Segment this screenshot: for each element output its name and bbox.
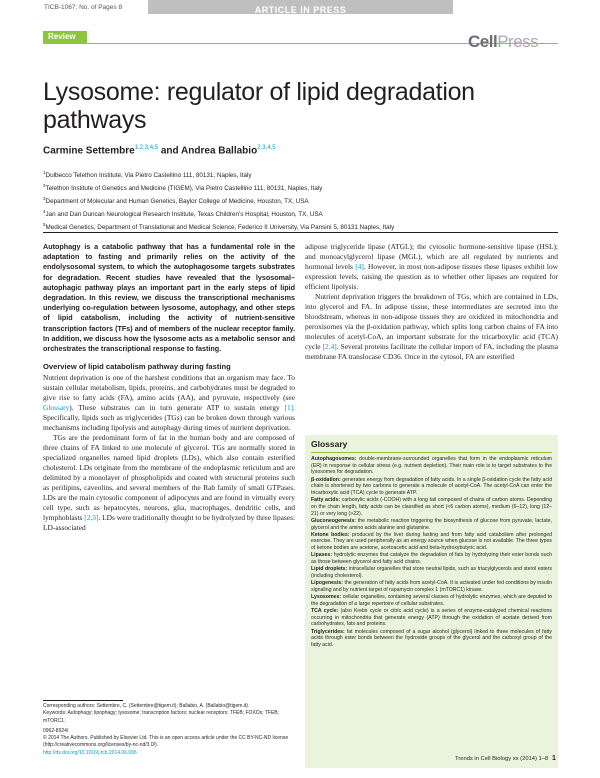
glossary-entry: Triglycerides: fat molecules composed of a sugar alcohol (glycerol) linked to three molecules of fatty acids through ester bonds between the hydroxide groups of the glycerol and the carboxyl group of the fatty acid. — [311, 628, 552, 648]
affiliation: $^1$Dulbecco Telethon Institute, Via Pietro Castellino 111, 80131, Naples, Italy — [43, 170, 252, 180]
section-heading: Overview of lipid catabolism pathway during fasting — [43, 362, 231, 372]
glossary-entry: TCA cycle: (also Krebs cycle or citric acid cycle) is a series of enzyme-catalyzed chemical reactions occurring in mitochondria that generate energy (ATP) through the oxidation of acetate derived from carbohydrates, fats and proteins. — [311, 607, 552, 628]
body-paragraph: adipose triglyceride lipase (ATGL); the cytosolic hormone-sensitive lipase (HSL); and monoacylglycerol lipase (MGL), which are all regulated by nutrients and hormonal levels [4]. However, in most non-adipose tissues these lipases exhibit low expression levels, raising the question as to whether other lipases are required for efficient lipolysis. — [305, 242, 559, 291]
article-in-press-banner — [148, 0, 453, 14]
article-title: Lysosome: regulator of lipid degradation pathways — [43, 78, 475, 134]
right-column — [305, 242, 558, 362]
affiliation: $^2$Telethon Institute of Genetics and Medicine (TIGEM), Via Pietro Castellino 111, 80131, Naples, Italy — [43, 182, 323, 192]
glossary-entry: β-oxidation: generates energy from degradation of fatty acids. In a single β-oxidation cycle the fatty acid chain is shortened by two carbons to generate a molecule of acetyl-CoA. The acetyl-CoA can enter the tricarboxylic acid (TCA) cycle to generate ATP. — [311, 476, 552, 497]
citation-link[interactable]: [2,3] — [84, 513, 99, 523]
glossary-box — [305, 435, 558, 768]
footnotes — [43, 703, 295, 757]
reference-pages: No. of Pages 8 — [79, 4, 123, 11]
keywords: Keywords: Autophagy; lipophagy; lysosome; transcription factors; nuclear receptors; TFEB; FOXOs; TFEB; mTORC1. — [43, 710, 280, 724]
glossary-entry: Fatty acids: carboxylic acids (-COOH) with a long tail composed of chains of carbon atoms. Depending on the chain length, fatty acids can be classified as short (<6 carbon atoms), medium (6–12), long (12–21) or very long (>22). — [311, 497, 552, 517]
glossary-link[interactable]: Glossary — [43, 403, 70, 413]
article-reference — [44, 4, 122, 11]
author-name: Carmine Settembre — [43, 145, 135, 157]
affiliation: $^4$Jan and Dan Duncan Neurological Research Institute, Texas Children’s Hospital, Houston, TX, USA — [43, 208, 323, 218]
citation-link[interactable]: [1] — [284, 403, 294, 413]
running-header — [0, 0, 600, 14]
banner-text: ARTICLE IN PRESS — [254, 5, 347, 15]
body-paragraph: TGs are the predominant form of fat in the human body and are composed of three chains of FA linked to one molecule of glycerol. TGs are normally stored in specialized organelles named lipid droplets (LDs), which also contain esterified cholesterol. LDs originate from the membrane of the endoplasmic reticulum and are delimited by a monolayer of phospholipids and coated with structural proteins such as perilipins, caveolins, and several members of the Rab family of small GTPases. LDs are the main cytosolic component of adipocytes and are found in virtually every cell type, such as hepatocytes, neurons, glia, macrophages, dendritic cells, and lymphoblasts [2,3]. LDs were traditionally thought to be hydrolyzed by three lipases: LD-associated — [43, 433, 295, 533]
author-list — [43, 145, 276, 156]
glossary-entry: Lipases: hydrolytic enzymes that catalyze the degradation of fats by hydrolyzing their ester bonds such as those between glycerol and fatty acid chains. — [311, 552, 552, 566]
affiliation: $^5$Medical Genetics, Department of Translational and Medical Science, Federico II University, Via Pansini 5, 80131 Naples, Italy — [43, 221, 395, 231]
reference-code: TICB-1067; — [44, 4, 78, 11]
glossary-entry: Gluconeogenesis: the metabolic reaction triggering the biosynthesis of glucose from pyruvate, lactate, glycerol and the amino acids alanine and glutamine. — [311, 517, 552, 531]
publisher-logo — [468, 32, 538, 52]
logo-part-cell: Cell — [468, 32, 498, 51]
author-conjunction: and — [160, 145, 179, 157]
author-name: Andrea Ballabio — [181, 145, 258, 157]
glossary-entry: Lipogenesis: the generation of fatty acids from acetyl-CoA. It is activated under fed conditions by insulin signaling and by nutrient target of rapamycin complex 1 (mTORC1) kinase. — [311, 580, 552, 593]
abstract: Autophagy is a catabolic pathway that has a fundamental role in the adaptation to fasting and primarily relies on the activity of the endolysosomal system, to which the autophagosome targets substrates for degradation. Recent studies have revealed that the lysosomal–autophagic pathway plays an important part in the early steps of lipid degradation. In this review, we discuss the transcriptional mechanisms underlying co-regulation between lysosome, autophagy, and other steps of lipid catabolism, including the activity of nutrient-sensitive transcription factors (TFs) and of members of the nuclear receptor family. In addition, we discuss how the lysosome acts as a metabolic sensor and orchestrates the transcriptional response to fasting. — [43, 242, 295, 354]
author-affiliation-refs: 2,3,4,5 — [257, 145, 276, 151]
journal-citation: Trends in Cell Biology xx (2014) 1–8 — [455, 756, 549, 762]
glossary-entry: Autophagosomes: double-membrane-surrounded organelles that form in the endoplasmic reticulum (ER) in response to cellular stress (e.g. nutrient depletion). Their main role is to target substrates to the lysosomes for degradation. — [311, 456, 552, 476]
affiliation: $^3$Department of Molecular and Human Genetics, Baylor College of Medicine, Houston, TX, USA — [43, 195, 309, 205]
glossary-entry: Lysosomes: cellular organelles, containing several classes of hydrolytic enzymes, which are deputed to the degradation of a large repertoire of cellular substrates. — [311, 594, 553, 607]
left-column — [43, 242, 295, 533]
doi-link[interactable]: http://dx.doi.org/10.1016/j.tcb.2014.06.006 — [43, 749, 137, 756]
footnote-divider — [43, 700, 123, 701]
issn: 0962-8924/ — [43, 727, 69, 734]
citation-link[interactable]: [2,4] — [322, 342, 337, 351]
glossary-title: Glossary — [311, 439, 552, 453]
affiliation-divider — [43, 232, 558, 233]
author-affiliation-refs: 1,2,3,4,5 — [134, 145, 159, 151]
glossary-entry: Ketone bodies: produced by the liver during fasting and from fatty acid catabolism after prolonged exercise. They are used peripherally as an energy source when glucose is not available. The three types of ketone bodies are acetone, acetoacetic acid and beta-hydroxybutyric acid. — [311, 531, 552, 552]
page-number: 1 — [552, 755, 556, 762]
body-paragraph: Nutrient deprivation is one of the harshest conditions that an organism may face. To sustain cellular metabolism, lipids, proteins, and carbohydrates must be degraded to give rise to fatty acids (FA), amino acids (AA), and pyruvate, respectively (see Glossary). These substrates can in turn generate ATP to sustain energy [1]. Specifically, lipids such as triglycerides (TGs) can be broken down through various mechanisms including lipolysis and autophagy during times of nutrient deprivation. — [43, 373, 295, 433]
glossary-entry: Lipid droplets: intracellular organelles that store neutral lipids, such as triacylglycerols and sterol esters (including cholesterol). — [311, 566, 552, 579]
logo-part-press: Press — [497, 32, 539, 51]
corresponding-authors: Corresponding authors: Settembre, C. (Settembre@tigem.it); Ballabio, A. (Ballabio@tigem.it). — [43, 703, 250, 709]
citation-link[interactable]: [4] — [355, 262, 364, 271]
body-paragraph: Nutrient deprivation triggers the breakdown of TGs, which are contained in LDs, into glycerol and FA. In adipose tissue, these intermediates are secreted into the bloodstream, whereas in non-adipose tissues they are oxidized in mitochondria and peroxisomes via the β-oxidation pathway, which splits long carbon chains of FA into molecules of acetyl-CoA, an important substrate for the tricarboxylic acid (TCA) cycle [2,4]. Several proteins facilitate the cellular import of FA, including the plasma membrane FA translocase CD36. Once in the cytosol, FA are esterified — [305, 292, 559, 361]
affiliation-list — [43, 168, 563, 232]
copyright-notice: © 2014 The Authors. Published by Elsevier Ltd. This is an open access article under the CC BY-NC-ND license (http://creativecommons.org/licenses/by-nc-nd/3.0/). — [43, 735, 289, 749]
section-tag: Review — [43, 31, 87, 43]
